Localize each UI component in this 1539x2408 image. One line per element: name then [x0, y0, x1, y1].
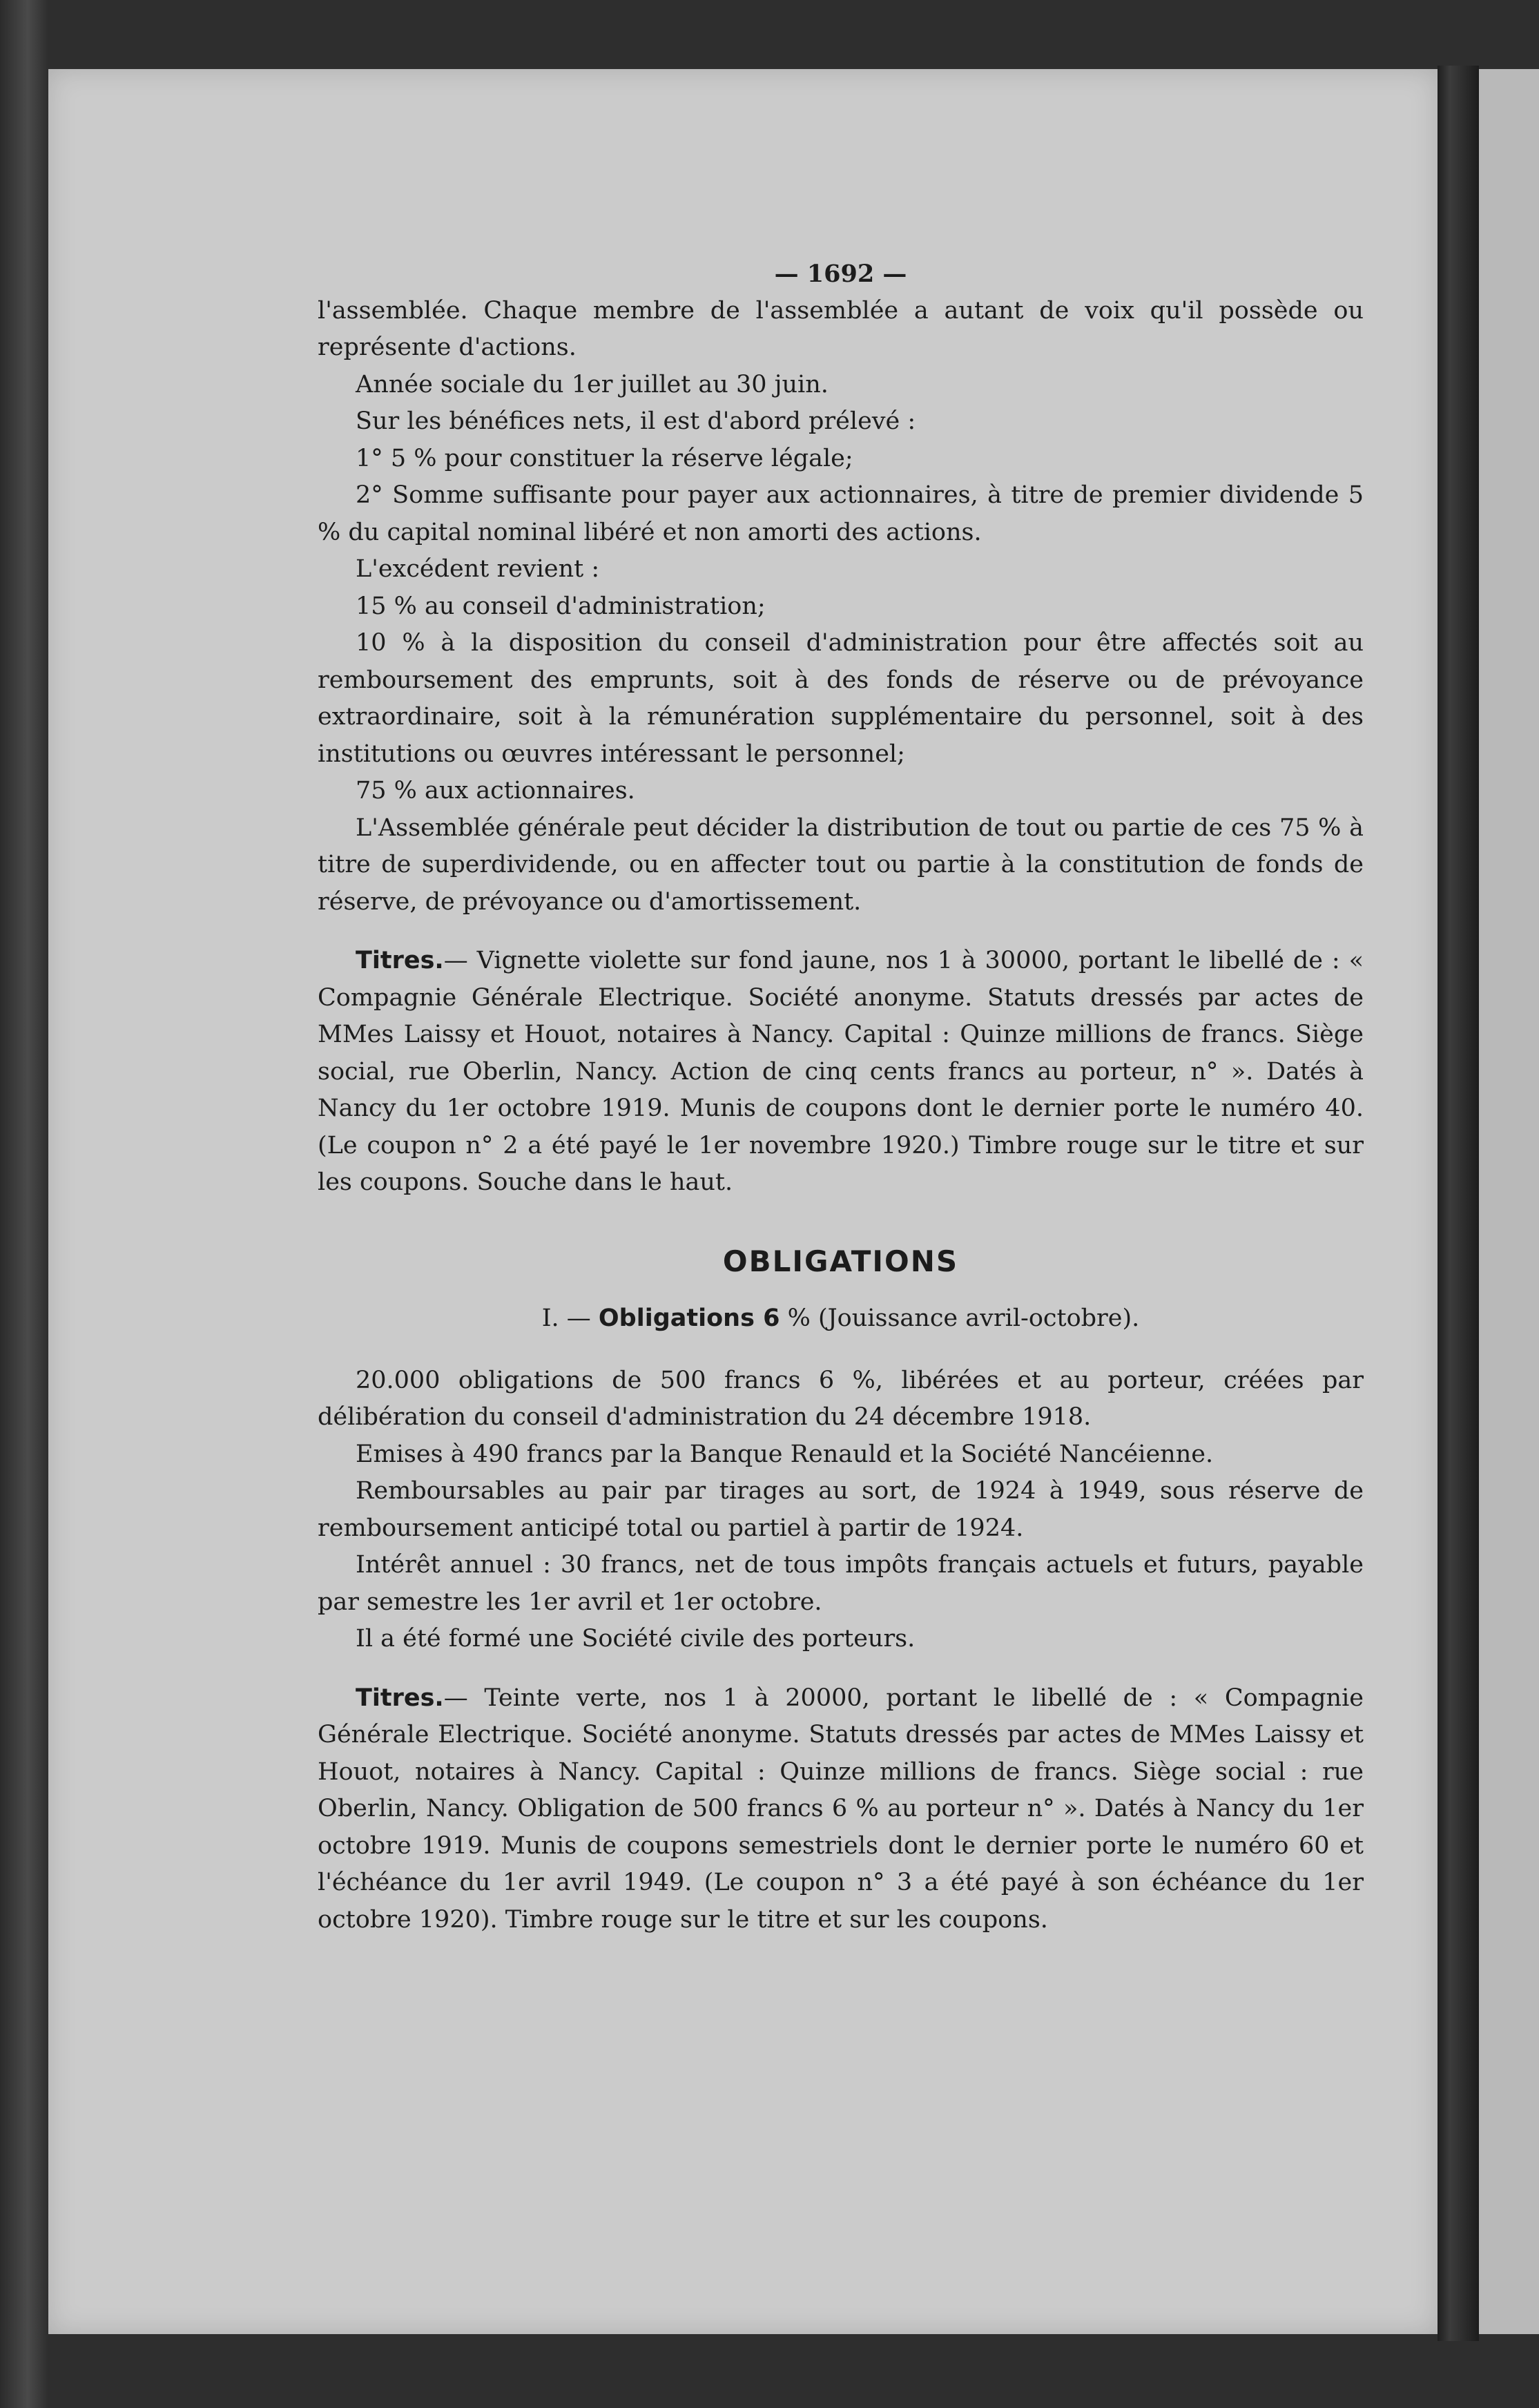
titres-text: — Vignette violette sur fond jaune, nos 1 à 30000, portant le libellé de : « Compagnie Générale Electrique. Société anonyme. Statuts dressés par actes de MMes Laissy et Houot, notaires à Nancy. Capital : Quinze millions de francs. Siège social, rue Oberlin, Nancy. Action de cinq cents francs au porteur, n° ». Datés à Nancy du 1er octobre 1919. Munis de coupons dont le dernier porte le numéro 40. (Le coupon n° 2 a été payé le 1er novembre 1920.) Timbre rouge sur le titre et sur les coupons. Souche dans le haut.: [318, 947, 1364, 1196]
titres-label: Titres.: [356, 947, 444, 974]
paragraph: 75 % aux actionnaires.: [356, 777, 635, 805]
paragraph: 1° 5 % pour constituer la réserve légale;: [356, 444, 853, 472]
paragraph: 15 % au conseil d'administration;: [356, 592, 766, 620]
subsection-prefix: I. —: [541, 1304, 591, 1332]
paragraph: Année sociale du 1er juillet au 30 juin.: [356, 370, 829, 398]
paragraph: Remboursables au pair par tirages au sort, de 1924 à 1949, sous réserve de remboursement anticipé total ou partiel à partir de 1924.: [318, 1477, 1364, 1542]
section-title: OBLIGATIONS: [722, 1244, 959, 1278]
subsection-bold: Obligations 6: [598, 1304, 780, 1332]
paragraph: 2° Somme suffisante pour payer aux actionnaires, à titre de premier dividende 5 % du capital nominal libéré et non amorti des actions.: [318, 481, 1364, 546]
paragraph: l'assemblée. Chaque membre de l'assemblée a autant de voix qu'il possède ou représente d'actions.: [318, 296, 1364, 361]
titres-actions-paragraph: [318, 943, 1364, 1202]
page-text: [318, 256, 1364, 1938]
adjacent-page-edge: [1479, 69, 1539, 2334]
paragraph: L'excédent revient :: [356, 555, 600, 583]
titres-label: Titres.: [356, 1684, 444, 1712]
paragraph: Il a été formé une Société civile des porteurs.: [356, 1625, 916, 1653]
paragraph: Sur les bénéfices nets, il est d'abord prélevé :: [356, 407, 916, 435]
paragraph: 10 % à la disposition du conseil d'administration pour être affectés soit au remboursement des emprunts, soit à des fonds de réserve ou de prévoyance extraordinaire, soit à la rémunération supplémentaire du personnel, soit à des institutions ou œuvres intéressant le personnel;: [318, 629, 1364, 768]
page-gutter-shadow: [1438, 66, 1479, 2341]
titres-text: — Teinte verte, nos 1 à 20000, portant le libellé de : « Compagnie Générale Electrique. Société anonyme. Statuts dressés par actes de MMes Laissy et Houot, notaires à Nancy. Capital : Quinze millions de francs. Siège social : rue Oberlin, Nancy. Obligation de 500 francs 6 % au porteur n° ». Datés à Nancy du 1er octobre 1919. Munis de coupons semestriels dont le dernier porte le numéro 60 et l'échéance du 1er avril 1949. (Le coupon n° 3 a été payé à son échéance du 1er octobre 1920). Timbre rouge sur le titre et sur les coupons.: [318, 1684, 1364, 1934]
subsection-rest: % (Jouissance avril-octobre).: [787, 1304, 1140, 1332]
paragraph: Intérêt annuel : 30 francs, net de tous impôts français actuels et futurs, payable par semestre les 1er avril et 1er octobre.: [318, 1551, 1364, 1616]
paragraph: 20.000 obligations de 500 francs 6 %, libérées et au porteur, créées par délibération du conseil d'administration du 24 décembre 1918.: [318, 1366, 1364, 1431]
paragraph: Emises à 490 francs par la Banque Renauld et la Société Nancéienne.: [356, 1440, 1214, 1468]
page-number: — 1692 —: [774, 260, 907, 288]
subsection-title: [318, 1300, 1364, 1338]
paragraph: L'Assemblée générale peut décider la distribution de tout ou partie de ces 75 % à titre de superdividende, ou en affecter tout ou partie à la constitution de fonds de réserve, de prévoyance ou d'amortissement.: [318, 813, 1364, 916]
titres-obligations-paragraph: [318, 1680, 1364, 1939]
